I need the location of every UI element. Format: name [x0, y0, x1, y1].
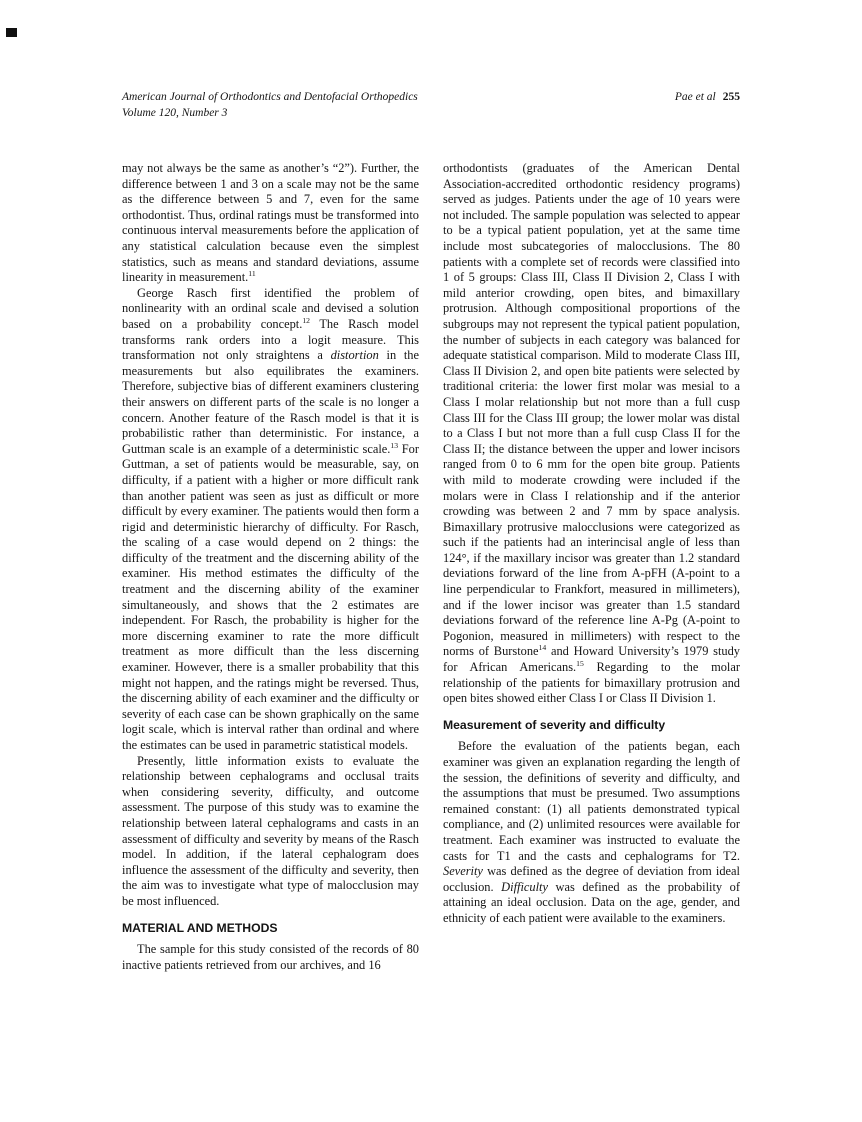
reference-superscript: 13: [390, 440, 399, 450]
scan-artifact-mark: [6, 28, 17, 37]
reference-superscript: 15: [576, 658, 584, 668]
journal-issue: Volume 120, Number 3: [122, 106, 228, 119]
paragraph: The sample for this study consisted of the records of 80 inactive patients retrieved from our archives, and 16: [122, 942, 419, 972]
paragraph: orthodontists (graduates of the American Dental Association-accredited orthodontic residency programs) served as judges. Patients under the age of 10 years were not included. The sample population was selected to appear to be a typical patient population, yet at the same time include most subcategories of malocclusions. The 80 patients with a complete set of records were classified into 1 of 5 groups: Class III, Class II Division 2, Class I with mild anterior crowding, open bites, and bimaxillary protrusion. Although compositional proportions of the subgroups may not represent the typical patient population, the number of subjects in each category was balanced for adequate statistical comparison. Mild to moderate Class III, Class II Division 2, and open bite patients were selected by traditional criteria: the lower first molar was mesial to a Class I molar relationship but not more than a full cusp Class III for the Class III group; the lower molar was distal to a Class I but not more than a full cusp Class II for the Class II; the distance between the upper and lower incisors ranged from 0 to 6 mm for the open bite group. Patients with mild to moderate crowding were included if the molars were in Class I relationship and if the anterior crowding was between 2 and 7 mm by space analysis. Bimaxillary protrusive malocclusions were categorized as such if the patients had an interincisal angle of less than 124°, if the maxillary incisor was greater than 1.2 standard deviations forward of the line from A-pFH (A-point to a line perpendicular to Frankfort, measured in millimeters), and if the lower incisor was greater than 1.5 standard deviations forward of the reference line A-Pg (A-point to Pogonion, measured in millimeters) with respect to the norms of Burstone$^{14}$ and Howard University’s 1979 study for African Americans.$^{15}$ Regarding to the molar relationship of the patients for bimaxillary protrusion and open bites showed either Class I or Class II Division 1.: [443, 161, 740, 706]
journal-info: [122, 90, 418, 121]
page-number: 255: [722, 91, 740, 103]
paragraph: George Rasch first identified the problem of nonlinearity with an ordinal scale and devised a solution based on a probability concept.$^{12}$ The Rasch model transforms rank orders into a logit measure. This transformation not only straightens a distortion in the measurements but also equilibrates the examiners. Therefore, subjective bias of different examiners clustering their answers on different parts of the scale is no longer a concern. Another feature of the Rasch model is that it is probabilistic rather than deterministic. For instance, a Guttman scale is an example of a deterministic scale.$^{13}$ For Guttman, a set of patients would be measurable, say, on difficulty, if a patient with a higher or more difficult rank than another patient was seen as just as difficult or more difficult by every examiner. The patients would then form a rigid and deterministic hierarchy of difficulty. For Rasch, the scaling of a case would depend on 2 things: the difficulty of the treatment and the discerning ability of the examiner. His method estimates the difficulty of the treatment and the discerning ability of the examiner simultaneously, and shows that the 2 estimates are independent. For Rasch, the probability is higher for the more discerning examiner to rate the more difficult treatment as more difficult than the less discerning examiner. However, there is a smaller probability that this might not happen, and the ratings might be reversed. Thus, the discerning ability of each examiner and the difficulty or severity of each case can be shown graphically on the same logit scale, which is interval rather than ordinal and where the estimates can be used in parametric statistical models.: [122, 285, 419, 752]
reference-superscript: 12: [302, 315, 311, 325]
left-column: [122, 161, 419, 973]
section-heading: MATERIAL AND METHODS: [122, 920, 278, 935]
reference-superscript: 11: [248, 269, 256, 279]
citation-info: [675, 90, 740, 106]
paragraph: may not always be the same as another’s “2”). Further, the difference between 1 and 3 on a scale may not be the same as the difference between 5 and 7, even for the same orthodontist. Thus, ordinal ratings must be transformed into continuous interval measurements before the application of any statistical calculation because even the simplest statistics, such as means and standard deviations, assume linearity in measurement.$^{11}$: [122, 161, 419, 285]
italic-term: Severity: [443, 864, 483, 879]
section-heading: Measurement of severity and difficulty: [443, 717, 666, 732]
italic-term: distortion: [330, 348, 379, 363]
article-body: [122, 161, 740, 973]
paragraph: Presently, little information exists to evaluate the relationship between cephalograms and occlusal traits when considering severity, difficulty, and outcome assessment. The purpose of this study was to examine the relationship between lateral cephalograms and casts in an assessment of difficulty and severity by means of the Rasch model. In addition, if the lateral cephalogram does influence the assessment of the difficulty and severity, then the aim was to investigate what type of malocclusion may be most influenced.: [122, 753, 419, 908]
page-header: [122, 90, 740, 121]
italic-term: Difficulty: [501, 879, 548, 894]
journal-title: American Journal of Orthodontics and Dentofacial Orthopedics: [122, 91, 418, 103]
paragraph: Before the evaluation of the patients began, each examiner was given an explanation regarding the length of the session, the definitions of severity and difficulty, and the assumptions that must be presumed. Two assumptions remained constant: (1) all patients demonstrated typical compliance, and (2) unlimited resources were available for treatment. Each examiner was instructed to evaluate the casts for T1 and the casts and cephalograms for T2. Severity was defined as the degree of deviation from ideal occlusion. Difficulty was defined as the probability of attaining an ideal occlusion. Data on the age, gender, and ethnicity of each patient were available to the examiners.: [443, 739, 740, 925]
right-column: [443, 161, 740, 973]
reference-superscript: 14: [538, 643, 547, 653]
running-authors: Pae et al: [674, 91, 716, 103]
